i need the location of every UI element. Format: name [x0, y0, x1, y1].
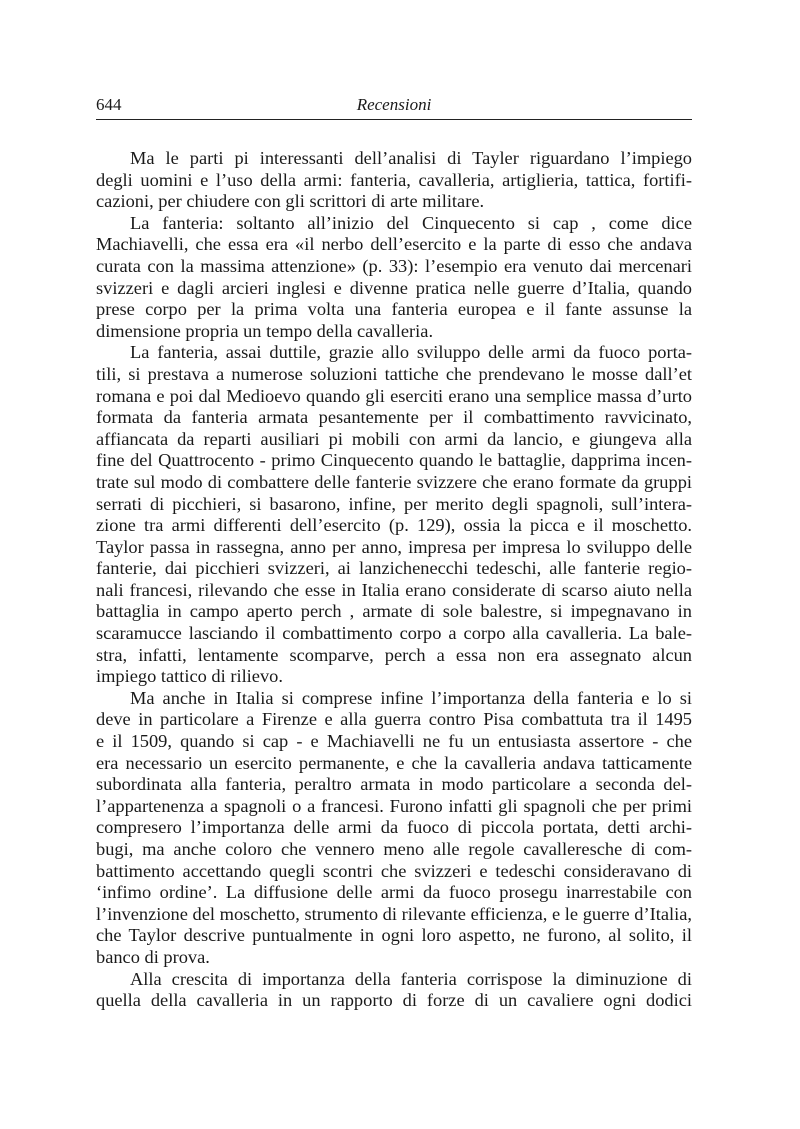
text-line: quella della cavalleria in un rapporto di forze di un cavaliere ogni dodici — [96, 990, 692, 1011]
text-line: Machiavelli, che essa era «il nerbo dell’esercito e la parte di esso che andava — [96, 234, 692, 255]
text-line: zione tra armi differenti dell’esercito (p. 129), ossia la picca e il moschetto. — [96, 515, 692, 536]
text-line: formata da fanteria armata pesantemente per il combattimento ravvicinato, — [96, 407, 692, 428]
text-line: serrati di picchieri, si basarono, infine, per merito degli spagnoli, sull’intera- — [96, 493, 692, 514]
text-line: fine del Quattrocento - primo Cinquecento quando le battaglie, dapprima incen- — [96, 450, 692, 471]
text-line: battimento accettando quegli scontri che svizzeri e tedeschi consideravano di — [96, 860, 692, 881]
text-line: Ma le parti pi interessanti dell’analisi di Tayler riguardano l’impiego — [130, 148, 692, 168]
text-line: deve in particolare a Firenze e alla guerra contro Pisa combattuta tra il 1495 — [96, 709, 692, 730]
text-line: curata con la massima attenzione» (p. 33): l’esempio era venuto dai mercenari — [96, 255, 692, 276]
text-line: La fanteria, assai duttile, grazie allo sviluppo delle armi da fuoco porta- — [130, 342, 692, 363]
text-line: subordinata alla fanteria, peraltro armata in modo particolare a seconda del- — [96, 774, 692, 795]
section-title: Recensioni — [356, 95, 432, 114]
text-line: l’appartenenza a spagnoli o a francesi. Furono infatti gli spagnoli che per primi — [96, 795, 692, 816]
text-line: era necessario un esercito permanente, e che la cavalleria andava tatticamente — [96, 752, 692, 773]
text-line: compresero l’importanza delle armi da fuoco di piccola portata, detti archi- — [96, 817, 692, 838]
text-line: banco di prova. — [96, 946, 210, 967]
paragraph — [96, 342, 692, 688]
paragraph — [96, 688, 692, 969]
text-line: dimensione propria un tempo della cavalleria. — [96, 320, 434, 341]
text-line: affiancata da reparti ausiliari pi mobili con armi da lancio, e giungeva alla — [96, 428, 692, 449]
text-line: degli uomini e l’uso della armi: fanteria, cavalleria, artiglieria, tattica, fortifi- — [96, 169, 692, 190]
text-line: Alla crescita di importanza della fanteria corrispose la diminuzione di — [130, 968, 692, 989]
text-line: e il 1509, quando si cap - e Machiavelli ne fu un entusiasta assertore - che — [96, 731, 692, 752]
text-line: romana e poi dal Medioevo quando gli eserciti erano una semplice massa d’urto — [96, 385, 692, 406]
text-line: ‘infimo ordine’. La diffusione delle armi da fuoco prosegu inarrestabile con — [96, 882, 692, 903]
text-line: Ma anche in Italia si comprese infine l’importanza della fanteria e lo si — [130, 687, 692, 708]
paragraph — [96, 148, 692, 213]
text-line: La fanteria: soltanto all’inizio del Cinquecento si cap , come dice — [130, 212, 692, 233]
text-line: che Taylor descrive puntualmente in ogni loro aspetto, ne furono, al solito, il — [96, 925, 692, 946]
text-line: stra, infatti, lentamente scomparve, perch a essa non era assegnato alcun — [96, 644, 692, 665]
paragraph — [96, 213, 692, 343]
text-line: l’invenzione del moschetto, strumento di rilevante efficienza, e le guerre d’Italia, — [96, 903, 692, 924]
text-line: Taylor passa in rassegna, anno per anno, impresa per impresa lo sviluppo delle — [96, 536, 692, 557]
text-line: tili, si prestava a numerose soluzioni tattiche che prendevano le mosse dall’et — [96, 363, 692, 384]
paragraph — [96, 969, 692, 1012]
text-line: svizzeri e dagli arcieri inglesi e divenne pratica nelle guerre d’Italia, quando — [96, 277, 692, 298]
text-line: impiego tattico di rilievo. — [96, 666, 283, 687]
text-line: scaramucce lasciando il combattimento corpo a corpo alla cavalleria. La bale- — [96, 623, 692, 644]
page-number: 644 — [96, 95, 122, 114]
text-line: bugi, ma anche coloro che vennero meno alle regole cavalleresche di com- — [96, 839, 692, 859]
body-text — [96, 148, 692, 1012]
text-line: cazioni, per chiudere con gli scrittori di arte militare. — [96, 191, 485, 212]
text-line: nali francesi, rilevando che esse in Italia erano considerate di scarso aiuto nella — [96, 579, 692, 600]
text-line: fanterie, dai picchieri svizzeri, ai lanzichenecchi tedeschi, alle fanterie regio- — [96, 558, 692, 579]
text-line: battaglia in campo aperto perch , armate di sole balestre, si impegnavano in — [96, 601, 692, 622]
text-line: trate sul modo di combattere delle fanterie svizzere che erano formate da gruppi — [96, 471, 692, 492]
running-header — [96, 95, 692, 120]
text-line: prese corpo per la prima volta una fanteria europea e il fante assunse la — [96, 299, 692, 320]
